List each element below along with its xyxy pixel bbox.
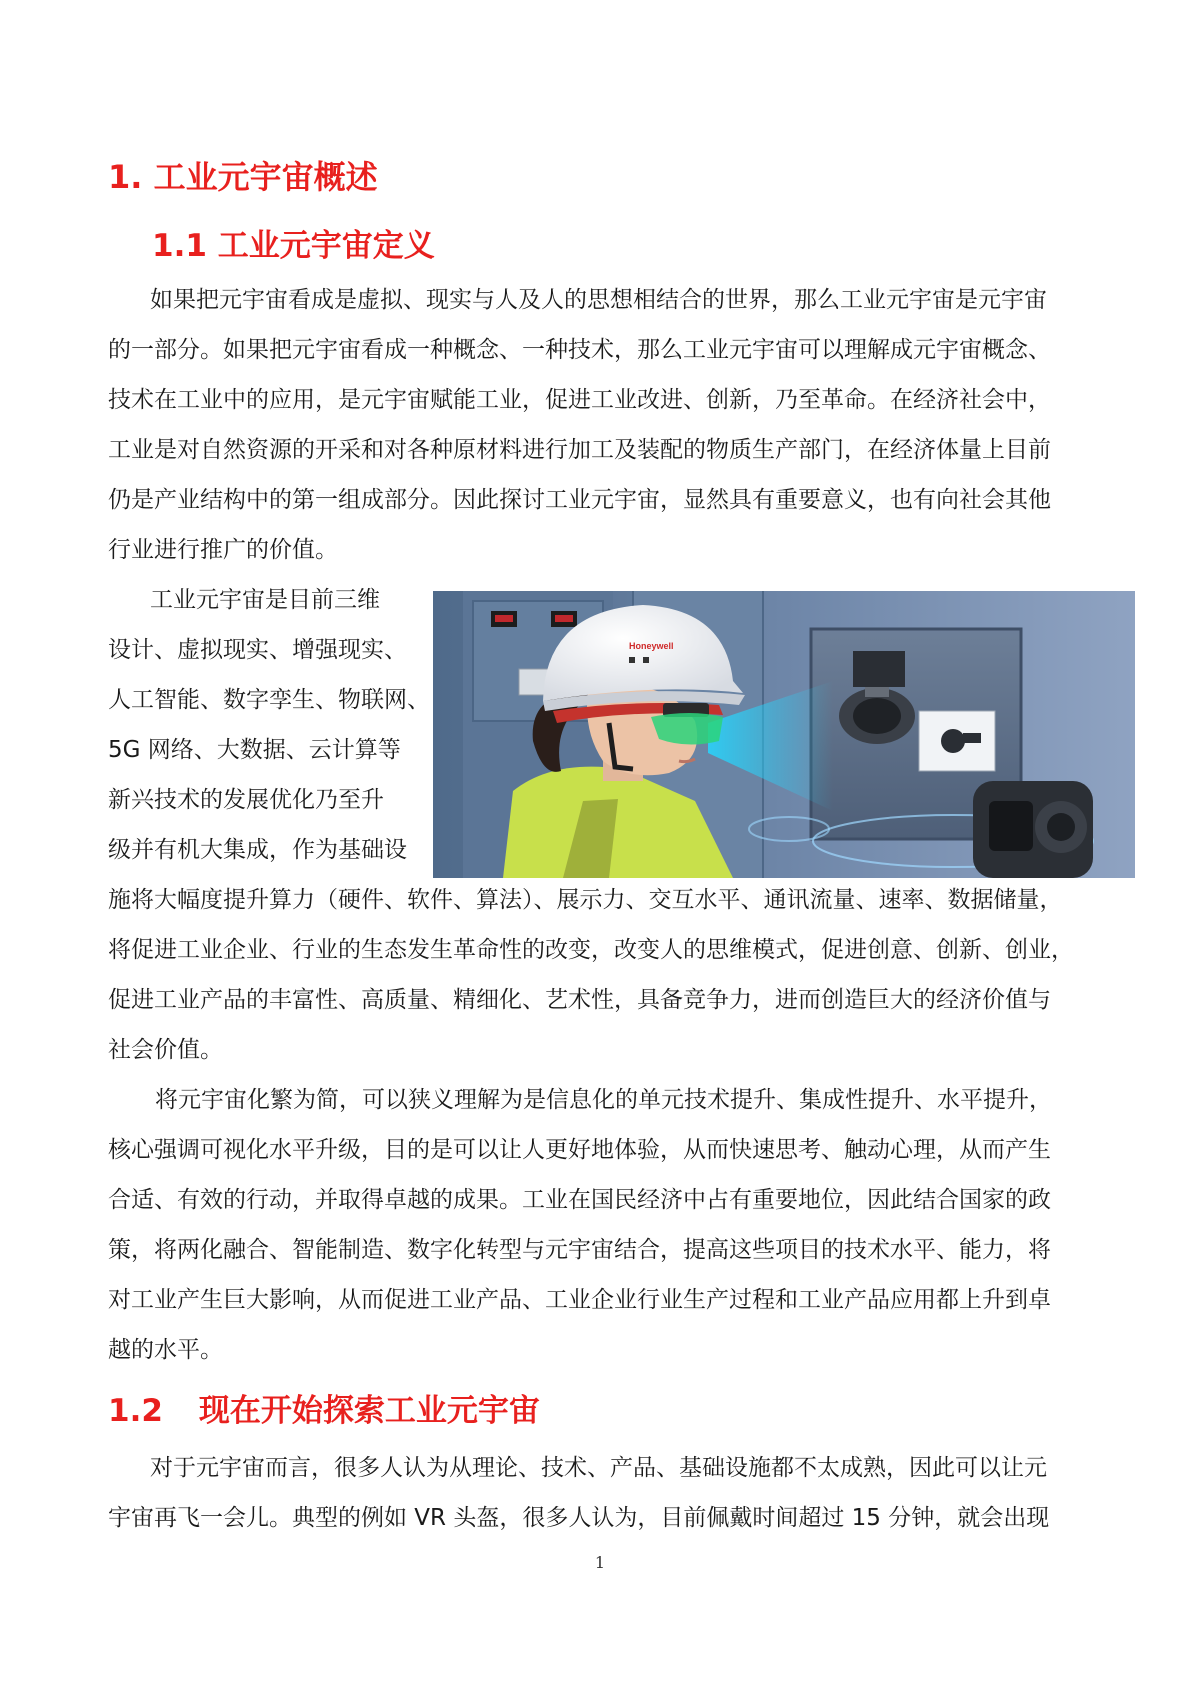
para2-line10: 社会价值。	[108, 1037, 223, 1063]
helmet-brand-text: Honeywell	[629, 641, 674, 651]
para3-line1: 将元宇宙化繁为简，可以狭义理解为是信息化的单元技术提升、集成性提升、水平提升，	[155, 1087, 1052, 1113]
section-heading-1: 1. 工业元宇宙概述	[108, 158, 378, 196]
subsection-heading-1-2	[108, 1385, 540, 1430]
ar-worker-photo	[433, 591, 1135, 878]
para2-line6: 级并有机大集成，作为基础设	[108, 837, 407, 863]
para2-line1: 工业元宇宙是目前三维	[150, 587, 380, 613]
subsection-number: 1.2	[108, 1393, 163, 1429]
para3-line6: 越的水平。	[108, 1337, 223, 1363]
para1-line1: 如果把元宇宙看成是虚拟、现实与人及人的思想相结合的世界，那么工业元宇宙是元宇宙	[150, 287, 1047, 313]
para1-line3: 技术在工业中的应用，是元宇宙赋能工业，促进工业改进、创新，乃至革命。在经济社会中，	[108, 387, 1051, 413]
para2-line4: 5G 网络、大数据、云计算等	[108, 737, 401, 763]
para3-line4: 策，将两化融合、智能制造、数字化转型与元宇宙结合，提高这些项目的技术水平、能力，将	[108, 1237, 1051, 1263]
para2-line3: 人工智能、数字孪生、物联网、	[108, 687, 430, 713]
para1-line6: 行业进行推广的价值。	[108, 537, 338, 563]
para4-line1: 对于元宇宙而言，很多人认为从理论、技术、产品、基础设施都不太成熟，因此可以让元	[150, 1455, 1047, 1481]
para2-line2: 设计、虚拟现实、增强现实、	[108, 637, 407, 663]
para2-line5: 新兴技术的发展优化乃至升	[108, 787, 384, 813]
para1-line5: 仍是产业结构中的第一组成部分。因此探讨工业元宇宙，显然具有重要意义，也有向社会其他	[108, 487, 1051, 513]
subsection-heading-1-1: 1.1 工业元宇宙定义	[152, 228, 435, 264]
para4-line2: 宇宙再飞一会儿。典型的例如 VR 头盔，很多人认为，目前佩戴时间超过 15 分钟，就会出现	[108, 1505, 1050, 1531]
para2-line7: 施将大幅度提升算力（硬件、软件、算法）、展示力、交互水平、通讯流量、速率、数据储量，	[108, 887, 1063, 913]
para1-line2: 的一部分。如果把元宇宙看成一种概念、一种技术，那么工业元宇宙可以理解成元宇宙概念、	[108, 337, 1051, 363]
subsection-title: 现在开始探索工业元宇宙	[198, 1393, 540, 1429]
para3-line3: 合适、有效的行动，并取得卓越的成果。工业在国民经济中占有重要地位，因此结合国家的政	[108, 1187, 1051, 1213]
para3-line2: 核心强调可视化水平升级，目的是可以让人更好地体验，从而快速思考、触动心理，从而产生	[108, 1137, 1051, 1163]
para2-line8: 将促进工业企业、行业的生态发生革命性的改变，改变人的思维模式，促进创意、创新、创业，	[108, 937, 1074, 963]
para3-line5: 对工业产生巨大影响，从而促进工业产品、工业企业行业生产过程和工业产品应用都上升到卓	[108, 1287, 1051, 1313]
page-number: 1	[594, 1553, 606, 1572]
para1-line4: 工业是对自然资源的开采和对各种原材料进行加工及装配的物质生产部门，在经济体量上目前	[108, 437, 1051, 463]
para2-line9: 促进工业产品的丰富性、高质量、精细化、艺术性，具备竞争力，进而创造巨大的经济价值与	[108, 987, 1051, 1013]
